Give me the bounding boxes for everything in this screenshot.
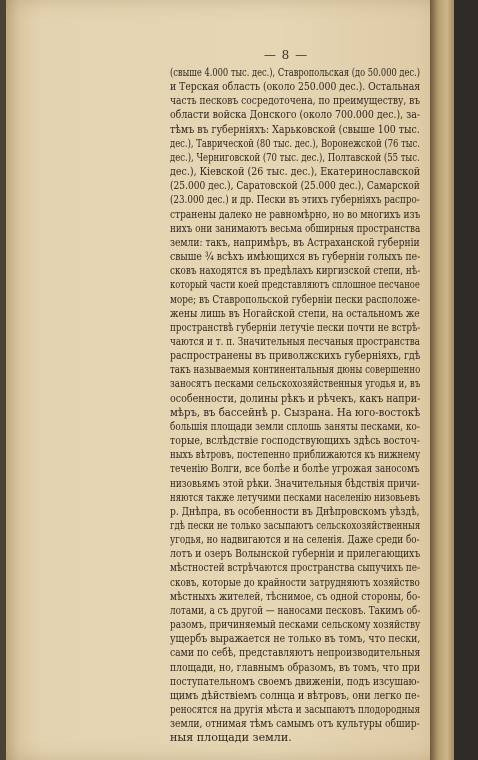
page-edge: [430, 0, 454, 760]
text-line: сами по себѣ, представляютъ непроизводительныя: [170, 646, 421, 660]
page-number-header: — 8 —: [263, 48, 309, 62]
text-line: сковъ, которые до крайности затрудняютъ хозяйство: [170, 575, 420, 589]
text-line: дес.), Черниговской (70 тыс. дес.), Полтавской (55 тыс.: [170, 150, 420, 164]
text-line: теченію Волги, все болѣе и болѣе угрожая заносомъ: [170, 462, 420, 476]
text-line: разомъ, причиняемый песками сельскому хозяйству: [170, 618, 421, 632]
text-line: площади, но, главнымъ образомъ, въ томъ, что при: [170, 660, 421, 674]
text-line: такъ называемыя континентальныя дюны совершенно: [170, 363, 421, 377]
text-line: сковъ находятся въ предѣлахъ киргизской степи, нѣ-: [170, 264, 421, 278]
text-line: заносятъ песками сельскохозяйственныя угодья и, въ: [170, 377, 421, 391]
text-line: (свыше 4.000 тыс. дес.), Ставропольская (до 50.000 дес.): [170, 66, 420, 79]
body-text: [170, 66, 420, 746]
text-line: распространены въ приволжскихъ губерніяхъ, гдѣ: [170, 349, 421, 363]
text-line: ныя площади земли.: [170, 731, 292, 745]
text-line: и Терская область (около 250.000 дес.). Остальная: [170, 80, 421, 94]
text-line: мѣстныхъ жителей, тѣснимое, съ одной стороны, бо-: [170, 589, 421, 603]
text-line: дес.), Кіевской (26 тыс. дес.), Екатеринославской: [170, 165, 421, 179]
text-line: чаются и т. п. Значительныя песчаныя пространства: [170, 334, 420, 348]
text-line: земли, отнимая тѣмъ самымъ отъ культуры обшир-: [170, 717, 420, 731]
text-line: лотъ и озеръ Волынской губерніи и прилегающихъ: [170, 547, 421, 561]
text-line: нихъ они занимаютъ весьма обширныя пространства: [170, 221, 421, 235]
text-line: мѣръ, въ бассейнѣ р. Сызрана. На юго-востокѣ: [170, 405, 421, 419]
text-line: ущербъ выражается не только въ томъ, что пески,: [170, 632, 421, 646]
text-line: р. Днѣпра, въ особенности въ Днѣпровскомъ уѣздѣ,: [170, 504, 420, 518]
text-line: мѣстностей встрѣчаются пространства сыпучихъ пе-: [170, 561, 421, 575]
text-line: (25.000 дес.), Саратовской (25.000 дес.), Самарской: [170, 179, 420, 193]
text-line: поступательномъ своемъ движеніи, подъ изсушаю-: [170, 674, 420, 688]
text-line: няются также летучими песками населенію низовьевъ: [170, 490, 420, 504]
text-line: особенности, долины рѣкъ и рѣчекъ, какъ напри-: [170, 391, 421, 405]
text-line: угодья, но надвигаются и на селенія. Даже среди бо-: [170, 533, 420, 547]
text-line: дес.), Таврической (80 тыс. дес.), Воронежской (76 тыс.: [170, 136, 420, 150]
text-line: области войска Донского (около 700.000 дес.), за-: [170, 108, 421, 122]
text-line: большія площади земли сплошь заняты песками, ко-: [170, 419, 420, 433]
text-line: ныхъ вѣтровъ, постепенно приближаются къ нижнему: [170, 448, 421, 462]
text-line: часть песковъ сосредоточена, по преимуществу, въ: [170, 94, 421, 108]
text-line: море; въ Ставропольской губерніи пески расположе-: [170, 292, 421, 306]
text-line: свыше ¾ всѣхъ имѣющихся въ губерніи голыхъ пе-: [170, 250, 421, 264]
text-line: который части коей представляютъ сплошное песчаное: [170, 278, 420, 292]
text-line: гдѣ пески не только засыпаютъ сельскохозяйственныя: [170, 519, 421, 532]
text-line: реносятся на другія мѣста и засыпаютъ плодородныя: [170, 703, 420, 717]
text-line: торые, вслѣдствіе господствующихъ здѣсь восточ-: [170, 434, 420, 448]
text-line: тѣмъ въ губерніяхъ: Харьковской (свыше 100 тыс.: [170, 122, 420, 136]
text-line: пространствѣ губерніи летучіе пески почти не встрѣ-: [170, 320, 421, 334]
text-line: низовьямъ этой рѣки. Значительныя бѣдствія причи-: [170, 476, 420, 490]
text-line: странены далеко не равномѣрно, но во многихъ изъ: [170, 207, 421, 221]
text-line: (23.000 дес.) и др. Пески въ этихъ губерніяхъ распро-: [170, 193, 420, 207]
text-line: земли: такъ, напримѣръ, въ Астраханской губерніи: [170, 235, 420, 249]
text-line: щимъ дѣйствіемъ солнца и вѣтровъ, они легко пе-: [170, 688, 420, 702]
text-line: лотами, а съ другой — наносами песковъ. Такимъ об-: [170, 603, 421, 617]
text-line: жены лишь въ Ногайской степи, на остальномъ же: [170, 306, 420, 320]
